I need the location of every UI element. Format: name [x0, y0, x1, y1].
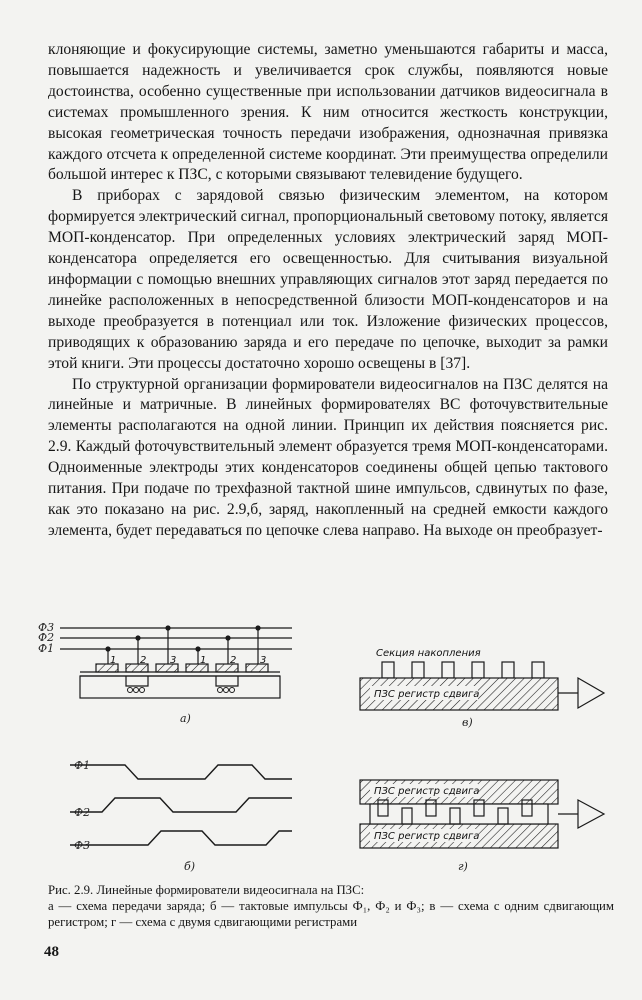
output-amplifier-g	[578, 800, 604, 828]
waveform-f2	[70, 798, 292, 812]
paragraph-1: клоняющие и фокусирующие системы, заметно уменьшаются габариты и масса, повышается надежность и увеличивается срок службы, появляются новые достоинства, особенно существенные при использовании датчиков видеосигнала в системах промышленного зрения. К ним относится жесткость конструкции, высокая геометрическая точность передачи изображения, однозначная привязка каждого отсчета к определенной системе координат. Эти преимущества определили большой интерес к ПЗС, с которыми связывают телевидение будущего.	[48, 41, 608, 184]
page-number: 48	[44, 944, 59, 960]
electrode-num-6: 3	[260, 655, 267, 666]
figure-drawing	[30, 612, 630, 882]
shift-register-label-g-bottom: ПЗС регистр сдвига	[374, 831, 480, 842]
electrode-num-2: 2	[140, 655, 147, 666]
electrode-num-1: 1	[110, 655, 117, 666]
label-f3: Ф3	[38, 621, 55, 634]
panel-b-clock-pulses	[70, 765, 292, 845]
paragraph-3: По структурной организации формирователи видеосигналов на ПЗС делятся на линейные и матричные. В линейных формирователях ВС фоточувствительные элементы располагаются на одной линии. Принцип их действия поясняется рис. 2.9. Каждый фоточувствительный элемент образуется тремя МОП-конденсаторами. Одноименные электроды этих конденсаторов соединены общей цепью тактового питания. При подаче по трехфазной тактной шине импульсов, сдвинутых по фазе, как это показано на рис. 2.9,б, заряд, накопленный на средней емкости каждого элемента, будет передаваться по цепочке слева направо. На выходе он преобразует-	[48, 375, 608, 539]
waveform-label-f1: Ф1	[74, 759, 91, 772]
panel-label-b: б)	[184, 860, 196, 873]
figure-2-9	[30, 612, 630, 882]
output-amplifier-v	[578, 678, 604, 708]
waveform-label-f2: Ф2	[74, 806, 91, 819]
label-f1: Ф1	[38, 642, 55, 655]
electrode-num-3: 3	[170, 655, 177, 666]
paragraph-2: В приборах с зарядовой связью физическим элементом, на котором формируется электрический сигнал, пропорциональный световому потоку, является МОП-конденсатор. При определенных условиях электрический заряд МОП-конденсатора определяется его освещенностью. Для считывания визуальной информации с помощью внешних управляющих сигналов этот заряд передается по линейке расположенных в непосредственной близости МОП-конденсаторов и на выходе преобразуется в потенциал или ток. Изложение физических процессов, приводящих к образованию заряда и его передаче по цепочке, выходит за рамки этой книги. Эти процессы достаточно хорошо освещены в [37].	[48, 187, 608, 372]
waveform-f1	[70, 765, 292, 779]
caption-body: а — схема передачи заряда; б — тактовые импульсы Ф₁, Ф₂ и Ф₃; в — схема с одним сдвигающим регистром; г — схема с двумя сдвигающими регистрами	[48, 899, 614, 929]
panel-label-g: г)	[458, 860, 468, 873]
panel-label-a: а)	[180, 712, 191, 725]
electrode-num-5: 2	[230, 655, 237, 666]
panel-label-v: в)	[462, 716, 473, 729]
waveform-label-f3: Ф3	[74, 839, 91, 852]
waveform-f3	[70, 831, 292, 845]
electrode-num-4: 1	[200, 655, 207, 666]
shift-register-label-v: ПЗС регистр сдвига	[374, 689, 480, 700]
accumulation-section-label: Секция накопления	[376, 648, 481, 659]
figure-caption	[48, 882, 614, 930]
label-f2: Ф2	[38, 631, 55, 644]
shift-register-label-g-top: ПЗС регистр сдвига	[374, 786, 480, 797]
body-text	[48, 40, 608, 542]
caption-title: Рис. 2.9. Линейные формирователи видеосигнала на ПЗС:	[48, 883, 365, 897]
